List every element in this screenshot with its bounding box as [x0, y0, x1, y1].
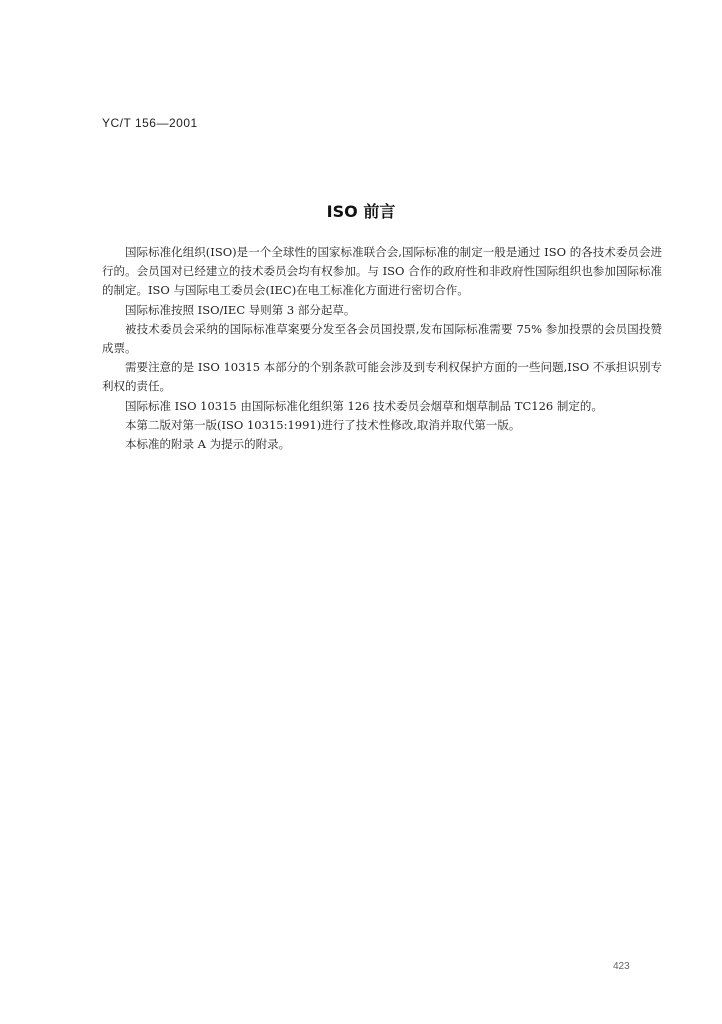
paragraph-patent-notice: 需要注意的是 ISO 10315 本部分的个别条款可能会涉及到专利权保护方面的一些问题,ISO 不承担识别专利权的责任。: [102, 360, 662, 394]
paragraph-voting: 被技术委员会采纳的国际标准草案要分发至各会员国投票,发布国际标准需要 75% 参加投票的会员国投赞成票。: [102, 321, 662, 356]
foreword-body: [102, 243, 662, 454]
page-number: 423: [613, 961, 630, 972]
page-title: ISO 前言: [326, 202, 396, 221]
paragraph-iso-organization: 国际标准化组织(ISO)是一个全球性的国家标准联合会,国际标准的制定一般是通过 ISO 的各技术委员会进行的。会员国对已经建立的技术委员会均有权参加。与 ISO 合作的政府性和非政府性国际组织也参加国际标准的制定。ISO 与国际电工委员会(IEC)在电工标准化方面进行密切合作。: [102, 245, 662, 298]
paragraph-committee: 国际标准 ISO 10315 由国际标准化组织第 126 技术委员会烟草和烟草制品 TC126 制定的。: [125, 398, 603, 413]
paragraph-drafting-rules: 国际标准按照 ISO/IEC 导则第 3 部分起草。: [125, 302, 356, 317]
paragraph-edition: 本第二版对第一版(ISO 10315:1991)进行了技术性修改,取消并取代第一版。: [125, 417, 521, 432]
paragraph-annex: 本标准的附录 A 为提示的附录。: [125, 437, 291, 452]
standard-code-header: YC/T 156—2001: [102, 116, 198, 130]
